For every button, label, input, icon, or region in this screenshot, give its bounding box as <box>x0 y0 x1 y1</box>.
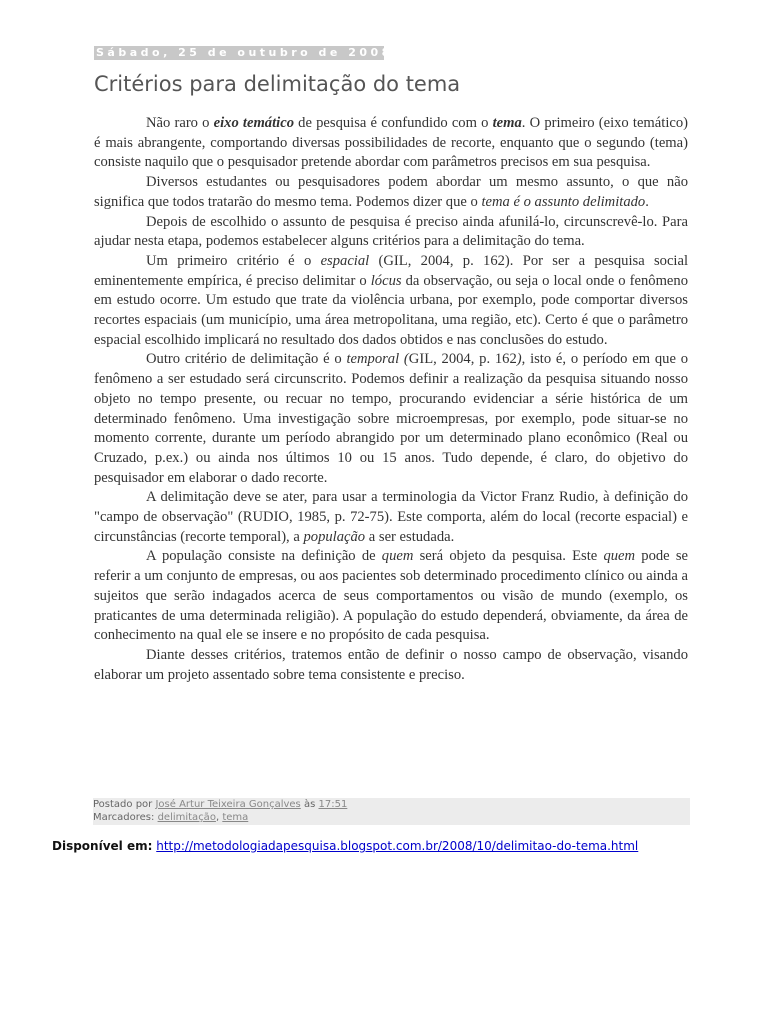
text: Um primeiro critério é o <box>146 252 321 269</box>
emphasis: temporal ( <box>346 351 409 368</box>
paragraph-4 <box>94 252 688 351</box>
emphasis: lócus <box>370 272 402 289</box>
text: pode se referir a um conjunto de empresas, ou aos pacientes sob determinado procedimento clínico ou ainda a sujeitos que serão indagados acerca de seus comportamentos ou visão de mundo (exemplo, os praticantes de uma determinada religião). A população do estudo dependerá, obviamente, da área de conhecimento na qual ele se insere e no propósito de cada pesquisa. <box>94 548 688 644</box>
paragraph-3 <box>94 213 688 252</box>
author-link[interactable]: José Artur Teixeira Gonçalves <box>155 799 301 810</box>
text: de pesquisa é confundido com o <box>294 115 493 131</box>
text: Diante desses critérios, tratemos então de definir o nosso campo de observação, visando elaborar um projeto assentado sobre tema consistente e preciso. <box>94 646 688 683</box>
source-line <box>52 839 638 853</box>
emphasis: população <box>303 528 366 545</box>
post-footer <box>93 798 690 825</box>
at-label: às <box>303 799 316 810</box>
paragraph-8 <box>94 646 688 685</box>
emphasis: espacial <box>320 252 370 269</box>
text: GIL, 2004, p. 162 <box>408 351 517 368</box>
emphasis: ) <box>516 351 522 368</box>
post-time-link[interactable]: 17:51 <box>318 799 348 810</box>
paragraph-5 <box>94 350 688 488</box>
text: A delimitação deve se ater, para usar a terminologia da Victor Franz Rudio, à definição do "campo de observação" (RUDIO, 1985, p. 72-75). Este comporta, além do local (recorte espacial) e circunstâncias (recorte temporal), a <box>94 489 688 545</box>
post-title: Critérios para delimitação do tema <box>94 72 461 96</box>
text: (GIL, 2004, p. 162). Por ser a pesquisa social eminentemente empírica, é preciso delimitar o <box>94 252 689 289</box>
text: Outro critério de delimitação é o <box>146 351 347 368</box>
emphasis: eixo temático <box>213 115 294 131</box>
labels-label: Marcadores: <box>93 812 155 823</box>
labels-line <box>93 811 690 824</box>
date-header: Sábado, 25 de outubro de 2008. <box>96 46 401 59</box>
emphasis: quem <box>603 548 636 565</box>
source-url-link[interactable]: http://metodologiadapesquisa.blogspot.com.br/2008/10/delimitao-do-tema.html <box>156 839 639 853</box>
text: Não raro o <box>146 115 214 131</box>
emphasis: tema <box>492 115 522 131</box>
text: A população consiste na definição de <box>146 548 382 565</box>
text: . <box>645 193 649 210</box>
posted-by-label: Postado por <box>93 799 153 810</box>
text: a ser estudada. <box>365 528 455 545</box>
paragraph-2 <box>94 173 688 212</box>
text: Depois de escolhido o assunto de pesquisa é preciso ainda afunilá-lo, circunscrevê-lo. Para ajudar nesta etapa, podemos estabelecer alguns critérios para a delimitação do tema. <box>94 213 688 250</box>
label-link-delimitacao[interactable]: delimitação <box>157 812 216 823</box>
paragraph-6 <box>94 488 688 547</box>
paragraph-7 <box>94 547 688 646</box>
text: da observação, ou seja o local onde o fenômeno em estudo ocorre. Um estudo que trate da violência urbana, por exemplo, pode comportar diversos recortes espaciais (um município, uma área metropolitana, uma região, etc). Certo é que o parâmetro espacial escolhido implicará no resultado dos dados obtidos e nas conclusões do estudo. <box>94 272 688 348</box>
paragraph-1 <box>94 114 688 173</box>
label-link-tema[interactable]: tema <box>222 812 249 823</box>
text: Diversos estudantes ou pesquisadores podem abordar um mesmo assunto, o que não significa que todos tratarão do mesmo tema. Podemos dizer que o <box>94 174 688 210</box>
label-separator: , <box>215 812 220 823</box>
post-body <box>94 114 688 685</box>
source-label: Disponível em: <box>52 839 153 853</box>
text: , isto é, o período em que o fenômeno a ser estudado será circunscrito. Podemos definir a realização da pesquisa situando nosso objeto no tempo presente, ou recuar no tempo, procurando evidenciar a série histórica de um determinado fenômeno. Uma investigação sobre microempresas, por exemplo, pode situar-se no momento corrente, durante um período abrangido por um determinado plano econômico (Real ou Cruzado, p.ex.) ou ainda nos últimos 10 ou 15 anos. Tudo depende, é claro, do objetivo do pesquisador em elaborar o dado recorte. <box>94 351 688 486</box>
text: . O primeiro (eixo temático) é mais abrangente, comportando diversas possibilidades de recorte, enquanto que o segundo (tema) consiste naquilo que o pesquisador pretende abordar com parâmetros precisos em sua pesquisa. <box>94 115 689 171</box>
emphasis: tema é o assunto delimitado <box>481 193 646 210</box>
emphasis: quem <box>381 548 414 565</box>
text: será objeto da pesquisa. Este <box>413 548 604 565</box>
posted-by-line <box>93 798 690 811</box>
